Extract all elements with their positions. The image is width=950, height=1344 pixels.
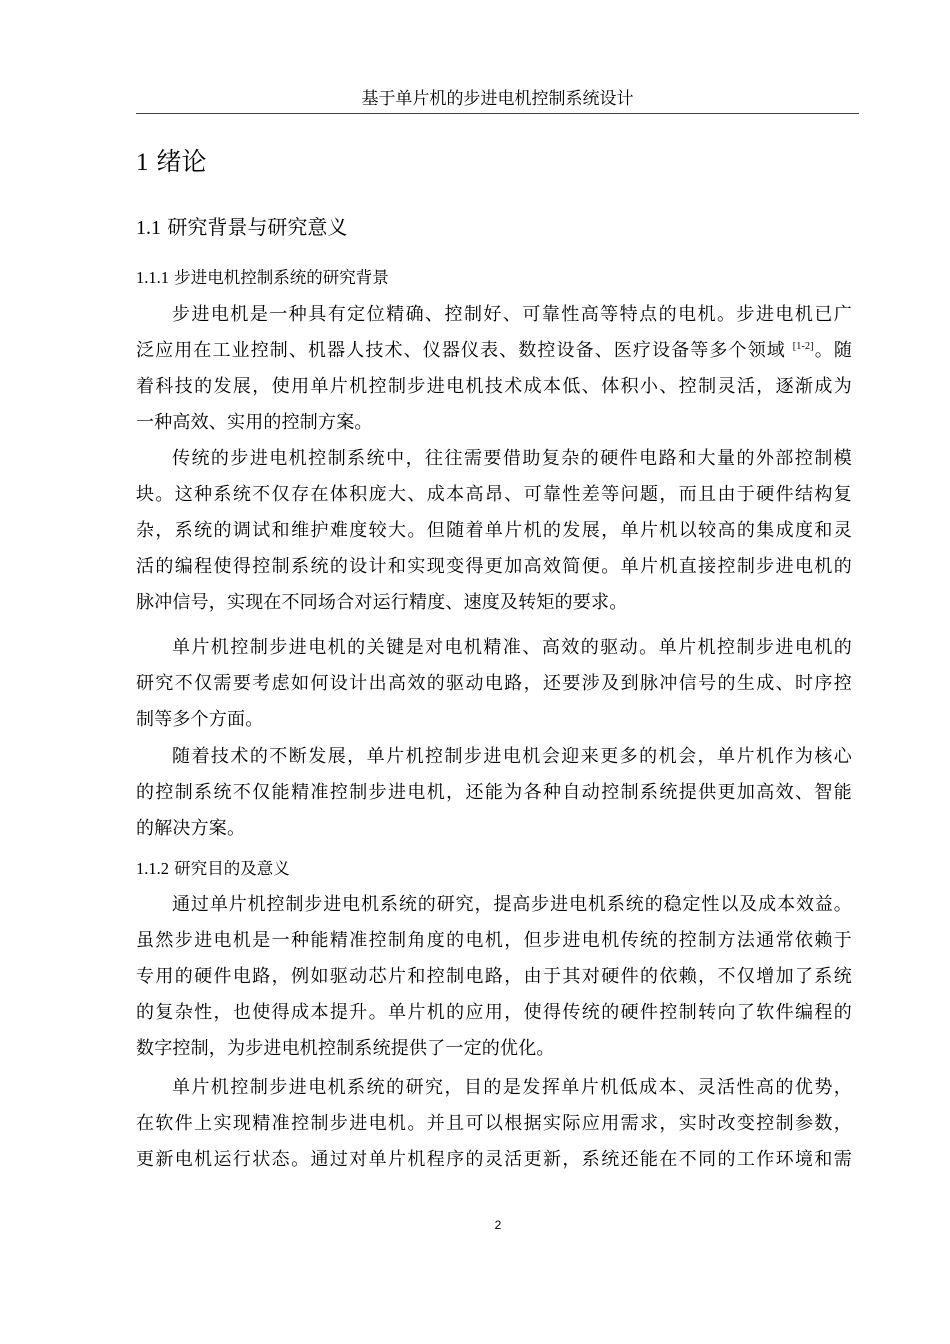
subsection-title: 研究目的及意义 xyxy=(174,859,290,878)
section-heading xyxy=(136,212,347,243)
text-line xyxy=(136,333,852,369)
text-line: 单片机控制步进电机的关键是对电机精准、高效的驱动。单片机控制步进电机的 xyxy=(172,637,852,658)
text-line: 着科技的发展，使用单片机控制步进电机技术成本低、体积小、控制灵活，逐渐成为 xyxy=(136,376,852,397)
text-line: 更新电机运行状态。通过对单片机程序的灵活更新，系统还能在不同的工作环境和需 xyxy=(136,1149,852,1170)
paragraph xyxy=(136,887,852,1067)
paragraph xyxy=(136,630,852,738)
text-line: 随着技术的不断发展，单片机控制步进电机会迎来更多的机会，单片机作为核心 xyxy=(172,746,852,767)
text-line: 数字控制，为步进电机控制系统提供了一定的优化。 xyxy=(136,1038,555,1059)
section-number: 1.1 xyxy=(136,217,161,239)
subsection-title: 步进电机控制系统的研究背景 xyxy=(174,268,389,287)
running-header xyxy=(136,88,859,114)
header-divider xyxy=(136,113,859,114)
paragraph xyxy=(136,441,852,621)
text-line: 的解决方案。 xyxy=(136,818,246,839)
text-line: 脉冲信号，实现在不同场合对运行精度、速度及转矩的要求。 xyxy=(136,592,628,613)
page-number: 2 xyxy=(494,1218,502,1232)
text-line: 单片机控制步进电机系统的研究，目的是发挥单片机低成本、灵活性高的优势， xyxy=(172,1077,852,1098)
text-line: 块。这种系统不仅存在体积庞大、成本高昂、可靠性差等问题，而且由于硬件结构复 xyxy=(136,484,852,505)
text-line: 虽然步进电机是一种能精准控制角度的电机，但步进电机传统的控制方法通常依赖于 xyxy=(136,930,852,951)
text-line: 一种高效、实用的控制方案。 xyxy=(136,412,373,433)
text-line: 步进电机是一种具有定位精确、控制好、可靠性高等特点的电机。步进电机已广 xyxy=(172,304,852,325)
citation-reference[interactable]: [1-2] xyxy=(792,341,814,352)
text-line: 研究不仅需要考虑如何设计出高效的驱动电路，还要涉及到脉冲信号的生成、时序控 xyxy=(136,673,852,694)
paragraph xyxy=(136,297,852,441)
text-line: 专用的硬件电路，例如驱动芯片和控制电路，由于其对硬件的依赖，不仅增加了系统 xyxy=(136,966,852,987)
paragraph xyxy=(136,1070,852,1178)
header-title: 基于单片机的步进电机控制系统设计 xyxy=(361,89,634,109)
text-fragment: 泛应用在工业控制、机器人技术、仪器仪表、数控设备、医疗设备等多个领域 xyxy=(136,340,786,361)
text-fragment: 。随 xyxy=(813,340,853,361)
chapter-heading xyxy=(136,144,206,181)
text-line: 在软件上实现精准控制步进电机。并且可以根据实际应用需求，实时改变控制参数， xyxy=(136,1113,852,1134)
section-title: 研究背景与研究意义 xyxy=(167,215,348,239)
subsection-number: 1.1.2 xyxy=(136,859,169,878)
text-line: 杂，系统的调试和维护难度较大。但随着单片机的发展，单片机以较高的集成度和灵 xyxy=(136,520,852,541)
text-line: 的控制系统不仅能精准控制步进电机，还能为各种自动控制系统提供更加高效、智能 xyxy=(136,782,852,803)
text-line: 通过单片机控制步进电机系统的研究，提高步进电机系统的稳定性以及成本效益。 xyxy=(172,894,852,915)
paragraph xyxy=(136,739,852,847)
text-line: 传统的步进电机控制系统中，往往需要借助复杂的硬件电路和大量的外部控制模 xyxy=(172,448,852,469)
chapter-title: 绪论 xyxy=(156,147,207,176)
text-line: 的复杂性，也使得成本提升。单片机的应用，使得传统的硬件控制转向了软件编程的 xyxy=(136,1002,852,1023)
subsection-number: 1.1.1 xyxy=(136,268,169,287)
text-line: 制等多个方面。 xyxy=(136,709,264,730)
subsection-heading-1-1-1 xyxy=(136,265,389,291)
chapter-number: 1 xyxy=(136,149,149,176)
text-line: 活的编程使得控制系统的设计和实现变得更加高效简便。单片机直接控制步进电机的 xyxy=(136,556,852,577)
subsection-heading-1-1-2 xyxy=(136,856,290,882)
